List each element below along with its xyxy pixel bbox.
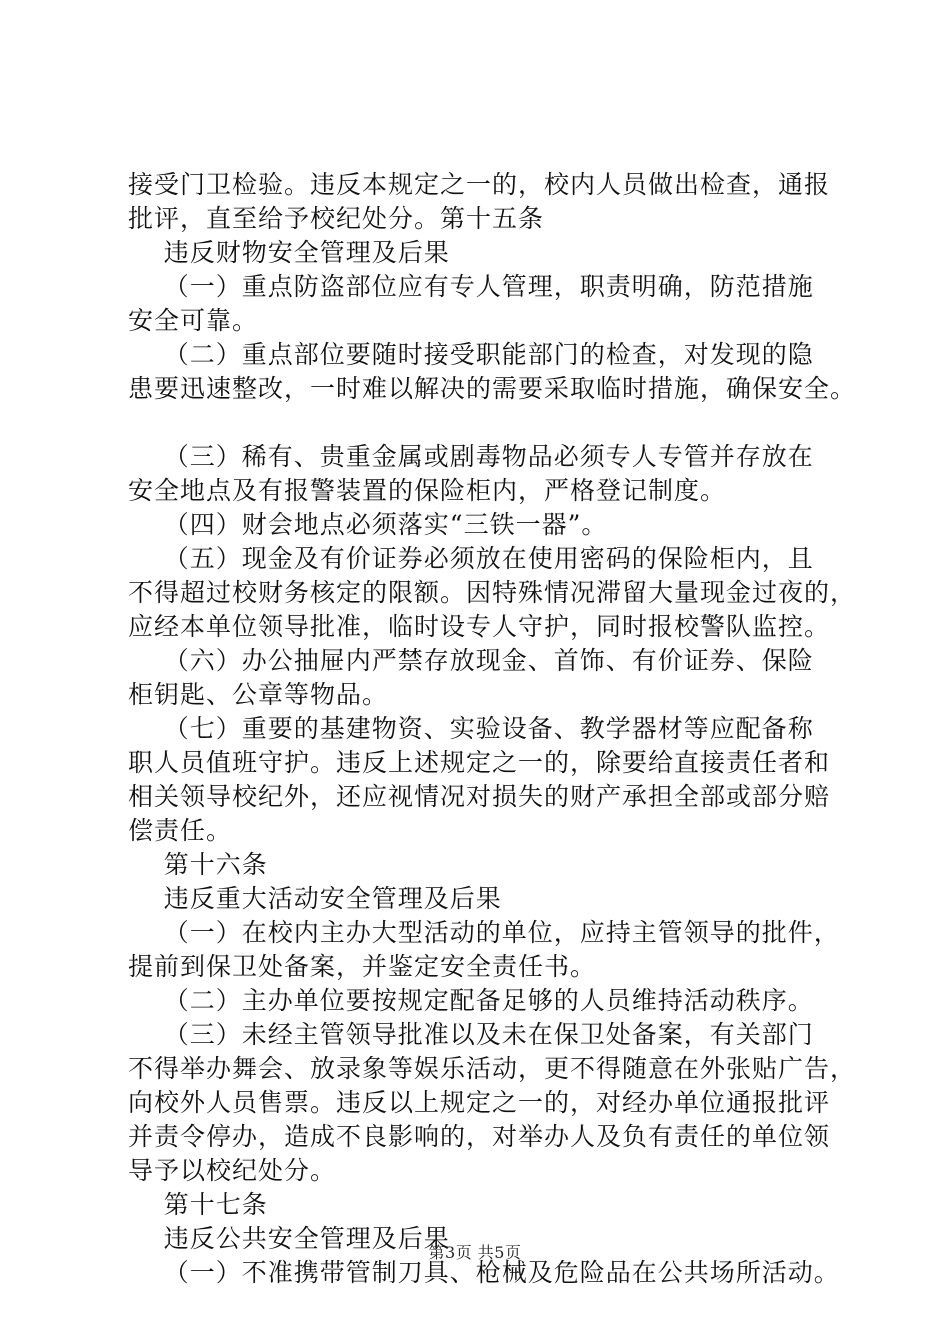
text-line: 安全可靠。	[128, 306, 259, 335]
text-line: （二）主办单位要按规定配备足够的人员维持活动秩序。	[128, 986, 814, 1015]
text-line: 安全地点及有报警装置的保险柜内，严格登记制度。	[128, 476, 727, 505]
text-line: 柜钥匙、公章等物品。	[128, 680, 389, 709]
text-line: 向校外人员售票。违反以上规定之一的，对经办单位通报批评	[128, 1088, 831, 1117]
text-line: （一）在校内主办大型活动的单位，应持主管领导的批件，	[128, 918, 840, 947]
text-line: 不得超过校财务核定的限额。因特殊情况滞留大量现金过夜的，	[128, 578, 857, 607]
section-heading: 违反财物安全管理及后果	[128, 238, 450, 267]
text-line: （一）不准携带管制刀具、枪械及危险品在公共场所活动。	[128, 1258, 840, 1287]
text-line: 提前到保卫处备案，并鉴定安全责任书。	[128, 952, 597, 981]
text-line: （三）未经主管领导批准以及未在保卫处备案，有关部门	[128, 1020, 814, 1049]
text-line: （一）重点防盗部位应有专人管理，职责明确，防范措施	[128, 272, 814, 301]
section-heading: 违反重大活动安全管理及后果	[128, 884, 502, 913]
text-line: 导予以校纪处分。	[128, 1156, 337, 1185]
text-line: （四）财会地点必须落实“三铁一器”。	[128, 510, 608, 539]
text-line: （七）重要的基建物资、实验设备、教学器材等应配备称	[128, 714, 814, 743]
text-line: 接受门卫检验。违反本规定之一的，校内人员做出检查，通报	[128, 170, 831, 199]
text-line: （二）重点部位要随时接受职能部门的检查，对发现的隐	[128, 340, 814, 369]
blank-line	[128, 406, 848, 440]
text-line: 批评，直至给予校纪处分。第十五条	[128, 204, 545, 233]
text-line: （五）现金及有价证券必须放在使用密码的保险柜内，且	[128, 544, 814, 573]
text-line: 并责令停办，造成不良影响的，对举办人及负有责任的单位领	[128, 1122, 831, 1151]
text-line: （六）办公抽屉内严禁存放现金、首饰、有价证券、保险	[128, 646, 814, 675]
article-heading: 第十七条	[128, 1190, 268, 1219]
text-line: 职人员值班守护。违反上述规定之一的，除要给直接责任者和	[128, 748, 831, 777]
article-heading: 第十六条	[128, 850, 268, 879]
text-line: 偿责任。	[128, 816, 233, 845]
section-heading: 违反公共安全管理及后果	[128, 1224, 450, 1253]
text-line: 不得举办舞会、放录象等娱乐活动，更不得随意在外张贴广告，	[128, 1054, 857, 1083]
text-line: （三）稀有、贵重金属或剧毒物品必须专人专管并存放在	[128, 442, 814, 471]
text-line: 患要迅速整改，一时难以解决的需要采取临时措施，确保安全。	[128, 374, 857, 403]
text-line: 相关领导校纪外，还应视情况对损失的财产承担全部或部分赔	[128, 782, 831, 811]
page-number-footer: 第3页 共5页	[428, 1243, 522, 1262]
text-line: 应经本单位领导批准，临时设专人守护，同时报校警队监控。	[128, 612, 831, 641]
document-body	[128, 168, 857, 1290]
